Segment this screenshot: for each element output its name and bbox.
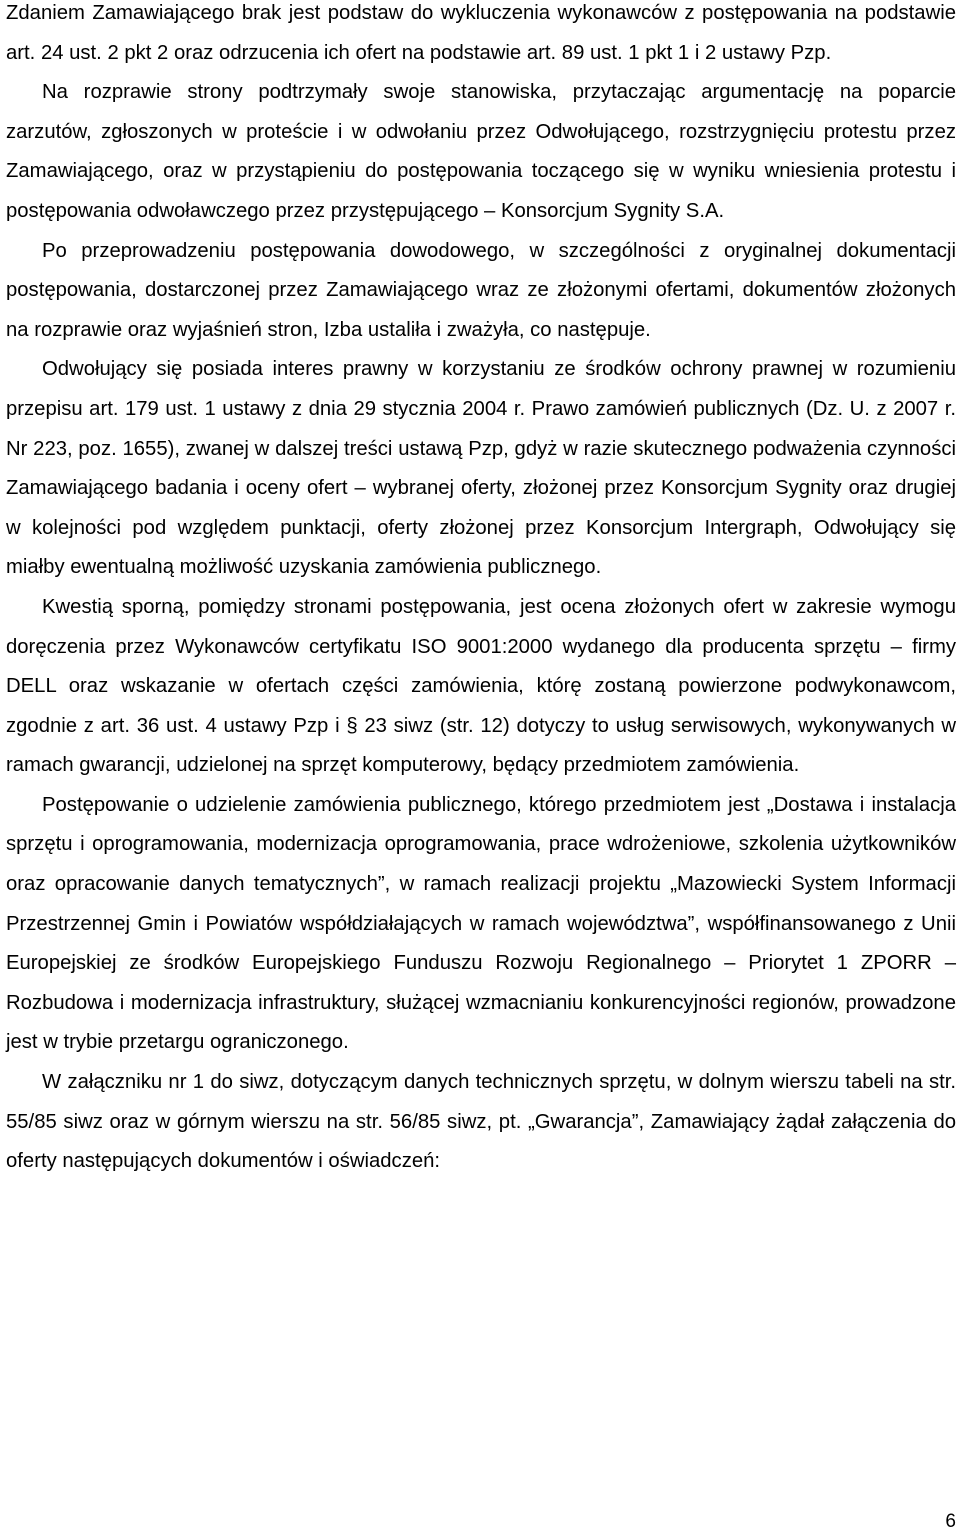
paragraph-exclusion-grounds: Zdaniem Zamawiającego brak jest podstaw do wykluczenia wykonawców z postępowania na podstawie art. 24 ust. 2 pkt 2 oraz odrzucenia ich ofert na podstawie art. 89 ust. 1 pkt 1 i 2 ustawy Pzp. — [6, 2, 956, 64]
paragraph-evidence-proceedings: Po przeprowadzeniu postępowania dowodowego, w szczególności z oryginalnej dokumentacji postępowania, dostarczonej przez Zamawiającego wraz ze złożonymi ofertami, dokumentów złożonych na rozprawie oraz wyjaśnień stron, Izba ustaliła i zważyła, co następuje. — [6, 239, 956, 341]
paragraph-hearing-positions: Na rozprawie strony podtrzymały swoje stanowiska, przytaczając argumentację na poparcie zarzutów, zgłoszonych w proteście i w odwołaniu przez Odwołującego, rozstrzygnięciu protestu przez Zamawiającego, oraz w przystąpieniu do postępowania toczącego się w wyniku wniesienia protestu i postępowania odwoławczego przez przystępującego – Konsorcjum Sygnity S.A. — [6, 81, 956, 222]
paragraph-disputed-issue: Kwestią sporną, pomiędzy stronami postępowania, jest ocena złożonych ofert w zakresie wymogu doręczenia przez Wykonawców certyfikatu ISO 9001:2000 wydanego dla producenta sprzętu – firmy DELL oraz wskazanie w ofertach części zamówienia, którę zostaną powierzone podwykonawcom, zgodnie z art. 36 ust. 4 ustawy Pzp i § 23 siwz (str. 12) dotyczy to usług serwisowych, wykonywanych w ramach gwarancji, udzielonej na sprzęt komputerowy, będący przedmiotem zamówienia. — [6, 595, 956, 777]
document-page — [6, 0, 956, 1182]
paragraph-attachment-requirements: W załączniku nr 1 do siwz, dotyczącym danych technicznych sprzętu, w dolnym wierszu tabeli na str. 55/85 siwz oraz w górnym wierszu na str. 56/85 siwz, pt. „Gwarancja”, Zamawiający żądał załączenia do oferty następujących dokumentów i oświadczeń: — [6, 1071, 956, 1173]
paragraph-legal-interest: Odwołujący się posiada interes prawny w korzystaniu ze środków ochrony prawnej w rozumieniu przepisu art. 179 ust. 1 ustawy z dnia 29 stycznia 2004 r. Prawo zamówień publicznych (Dz. U. z 2007 r. Nr 223, poz. 1655), zwanej w dalszej treści ustawą Pzp, gdyż w razie skutecznego podważenia czynności Zamawiającego badania i oceny ofert – wybranej oferty, złożonej przez Konsorcjum Sygnity oraz drugiej w kolejności pod względem punktacji, oferty złożonej przez Konsorcjum Intergraph, Odwołujący się miałby ewentualną możliwość uzyskania zamówienia publicznego. — [6, 358, 956, 579]
page-number: 6 — [945, 1511, 956, 1532]
paragraph-procurement-subject: Postępowanie o udzielenie zamówienia publicznego, którego przedmiotem jest „Dostawa i instalacja sprzętu i oprogramowania, modernizacja oprogramowania, prace wdrożeniowe, szkolenia użytkowników oraz opracowanie danych tematycznych”, w ramach realizacji projektu „Mazowiecki System Informacji Przestrzennej Gmin i Powiatów współdziałających w ramach województwa”, współfinansowanego z Unii Europejskiej ze środków Europejskiego Funduszu Rozwoju Regionalnego – Priorytet 1 ZPORR – Rozbudowa i modernizacja infrastruktury, służącej wzmacnianiu konkurencyjności regionów, prowadzone jest w trybie przetargu ograniczonego. — [6, 793, 956, 1054]
